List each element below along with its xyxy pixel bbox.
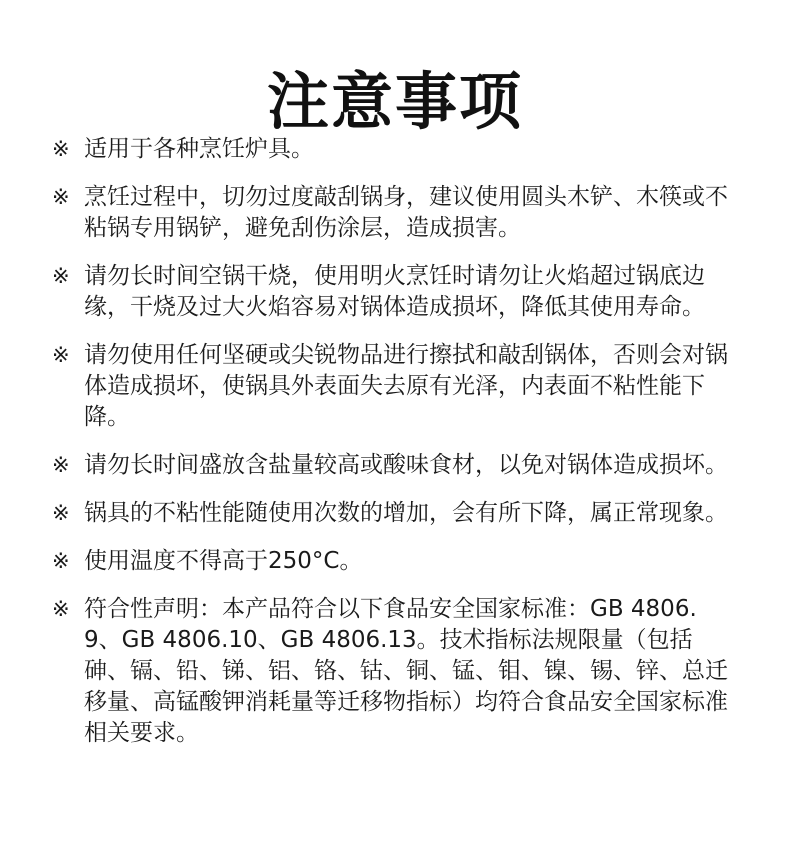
note-text: 请勿使用任何坚硬或尖锐物品进行擦拭和敲刮锅体，否则会对锅体造成损坏，使锅具外表面失去原有光泽，内表面不粘性能下降。 bbox=[84, 342, 728, 430]
reference-mark-icon: ※ bbox=[52, 501, 70, 525]
note-item bbox=[52, 546, 732, 577]
reference-mark-icon: ※ bbox=[52, 264, 70, 288]
page-title: 注意事项 bbox=[266, 64, 523, 138]
notes-list bbox=[52, 134, 732, 749]
reference-mark-icon: ※ bbox=[52, 137, 70, 161]
note-text: 符合性声明：本产品符合以下食品安全国家标准：GB 4806.9、GB 4806.10、GB 4806.13。技术指标法规限量（包括砷、镉、铅、锑、铝、铬、钴、铜、锰、钼、镍、锡、锌、总迁移量、高锰酸钾消耗量等迁移物指标）均符合食品安全国家标准相关要求。 bbox=[84, 596, 728, 746]
note-item bbox=[52, 450, 732, 481]
note-item bbox=[52, 498, 732, 529]
reference-mark-icon: ※ bbox=[52, 453, 70, 477]
note-item bbox=[52, 261, 732, 323]
note-text: 锅具的不粘性能随使用次数的增加，会有所下降，属正常现象。 bbox=[84, 500, 728, 526]
reference-mark-icon: ※ bbox=[52, 343, 70, 367]
note-item bbox=[52, 594, 732, 749]
reference-mark-icon: ※ bbox=[52, 597, 70, 621]
reference-mark-icon: ※ bbox=[52, 549, 70, 573]
note-text: 适用于各种烹饪炉具。 bbox=[84, 136, 314, 162]
note-text: 使用温度不得高于250°C。 bbox=[84, 548, 363, 574]
note-text: 请勿长时间空锅干烧，使用明火烹饪时请勿让火焰超过锅底边缘，干烧及过大火焰容易对锅体造成损坏，降低其使用寿命。 bbox=[84, 263, 705, 320]
note-item bbox=[52, 182, 732, 244]
note-item bbox=[52, 134, 732, 165]
reference-mark-icon: ※ bbox=[52, 185, 70, 209]
note-text: 烹饪过程中，切勿过度敲刮锅身，建议使用圆头木铲、木筷或不粘锅专用锅铲，避免刮伤涂层，造成损害。 bbox=[84, 184, 728, 241]
note-text: 请勿长时间盛放含盐量较高或酸味食材，以免对锅体造成损坏。 bbox=[84, 452, 728, 478]
note-item bbox=[52, 340, 732, 433]
